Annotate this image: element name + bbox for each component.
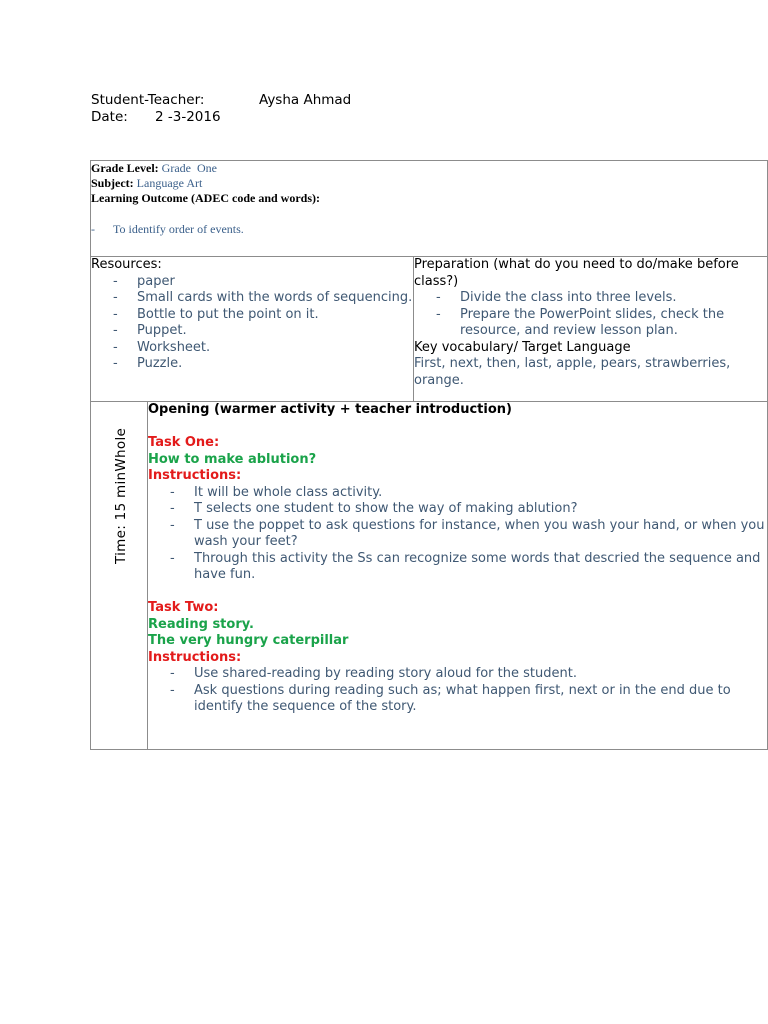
resource-item: - Puzzle. — [137, 356, 413, 373]
preparation-item: - Prepare the PowerPoint slides, check the resource, and review lesson plan. — [460, 307, 767, 340]
date-value: 2 -3-2016 — [155, 109, 221, 125]
date-label: Date: — [91, 109, 128, 125]
task-two-instructions — [148, 666, 767, 716]
grade-level-label: Grade Level: — [91, 161, 159, 175]
key-vocabulary-text: First, next, then, last, apple, pears, strawberries, orange. — [414, 356, 731, 388]
time-cell — [91, 402, 148, 750]
task-one-instructions — [148, 485, 767, 584]
activity-cell — [148, 402, 768, 750]
subject-label: Subject: — [91, 176, 134, 190]
instruction-item: - Use shared-reading by reading story aloud for the student. — [194, 666, 767, 683]
instruction-item: - T selects one student to show the way of making ablution? — [194, 501, 767, 518]
subject-value: Language Art — [136, 176, 203, 190]
preparation-item: - Divide the class into three levels. — [460, 290, 767, 307]
time-label: Time: 15 minWhole — [113, 427, 129, 564]
opening-title: Opening (warmer activity + teacher introduction) — [148, 402, 512, 417]
resource-item: - paper — [137, 274, 413, 291]
resource-item: - Puppet. — [137, 323, 413, 340]
learning-outcome-item: - To identify order of events. — [113, 222, 767, 237]
instruction-item: - Through this activity the Ss can recognize some words that descried the sequence and have fun. — [194, 551, 767, 584]
instruction-item: - Ask questions during reading such as; what happen first, next or in the end due to identify the sequence of the story. — [194, 683, 767, 716]
grade-level-line — [91, 161, 767, 176]
resources-cell — [91, 257, 414, 402]
task-one-title: Task One: — [148, 435, 220, 450]
task-two-subtitle: Reading story. — [148, 616, 254, 632]
preparation-list — [414, 290, 767, 340]
learning-outcome-list — [113, 222, 767, 237]
instruction-item: - T use the poppet to ask questions for instance, when you wash your hand, or when you wash your feet? — [194, 518, 767, 551]
resources-list — [91, 274, 413, 373]
date-row — [91, 109, 351, 126]
grade-level-value: Grade One — [161, 161, 217, 175]
document-header — [91, 92, 351, 126]
preparation-cell — [414, 257, 768, 402]
key-vocabulary-title: Key vocabulary/ Target Language — [414, 339, 631, 355]
task-one-instructions-label: Instructions: — [148, 468, 242, 483]
student-teacher-row — [91, 92, 351, 109]
task-two-title: Task Two: — [148, 600, 219, 615]
learning-outcome-label: Learning Outcome (ADEC code and words): — [91, 191, 320, 205]
resource-item: - Small cards with the words of sequencing. — [137, 290, 413, 307]
student-teacher-label: Student-Teacher: — [91, 92, 205, 108]
student-teacher-name: Aysha Ahmad — [259, 92, 352, 108]
instruction-item: - It will be whole class activity. — [194, 485, 767, 502]
subject-line — [91, 176, 767, 191]
task-one-subtitle: How to make ablution? — [148, 451, 317, 467]
resources-title: Resources: — [91, 257, 162, 272]
preparation-title: Preparation (what do you need to do/make before class?) — [414, 257, 739, 289]
task-two-story-title: The very hungry caterpillar — [148, 633, 349, 648]
lesson-plan-table — [90, 160, 768, 750]
lesson-info-cell — [91, 161, 768, 257]
task-two-instructions-label: Instructions: — [148, 649, 242, 665]
resource-item: - Worksheet. — [137, 340, 413, 357]
resource-item: - Bottle to put the point on it. — [137, 307, 413, 324]
